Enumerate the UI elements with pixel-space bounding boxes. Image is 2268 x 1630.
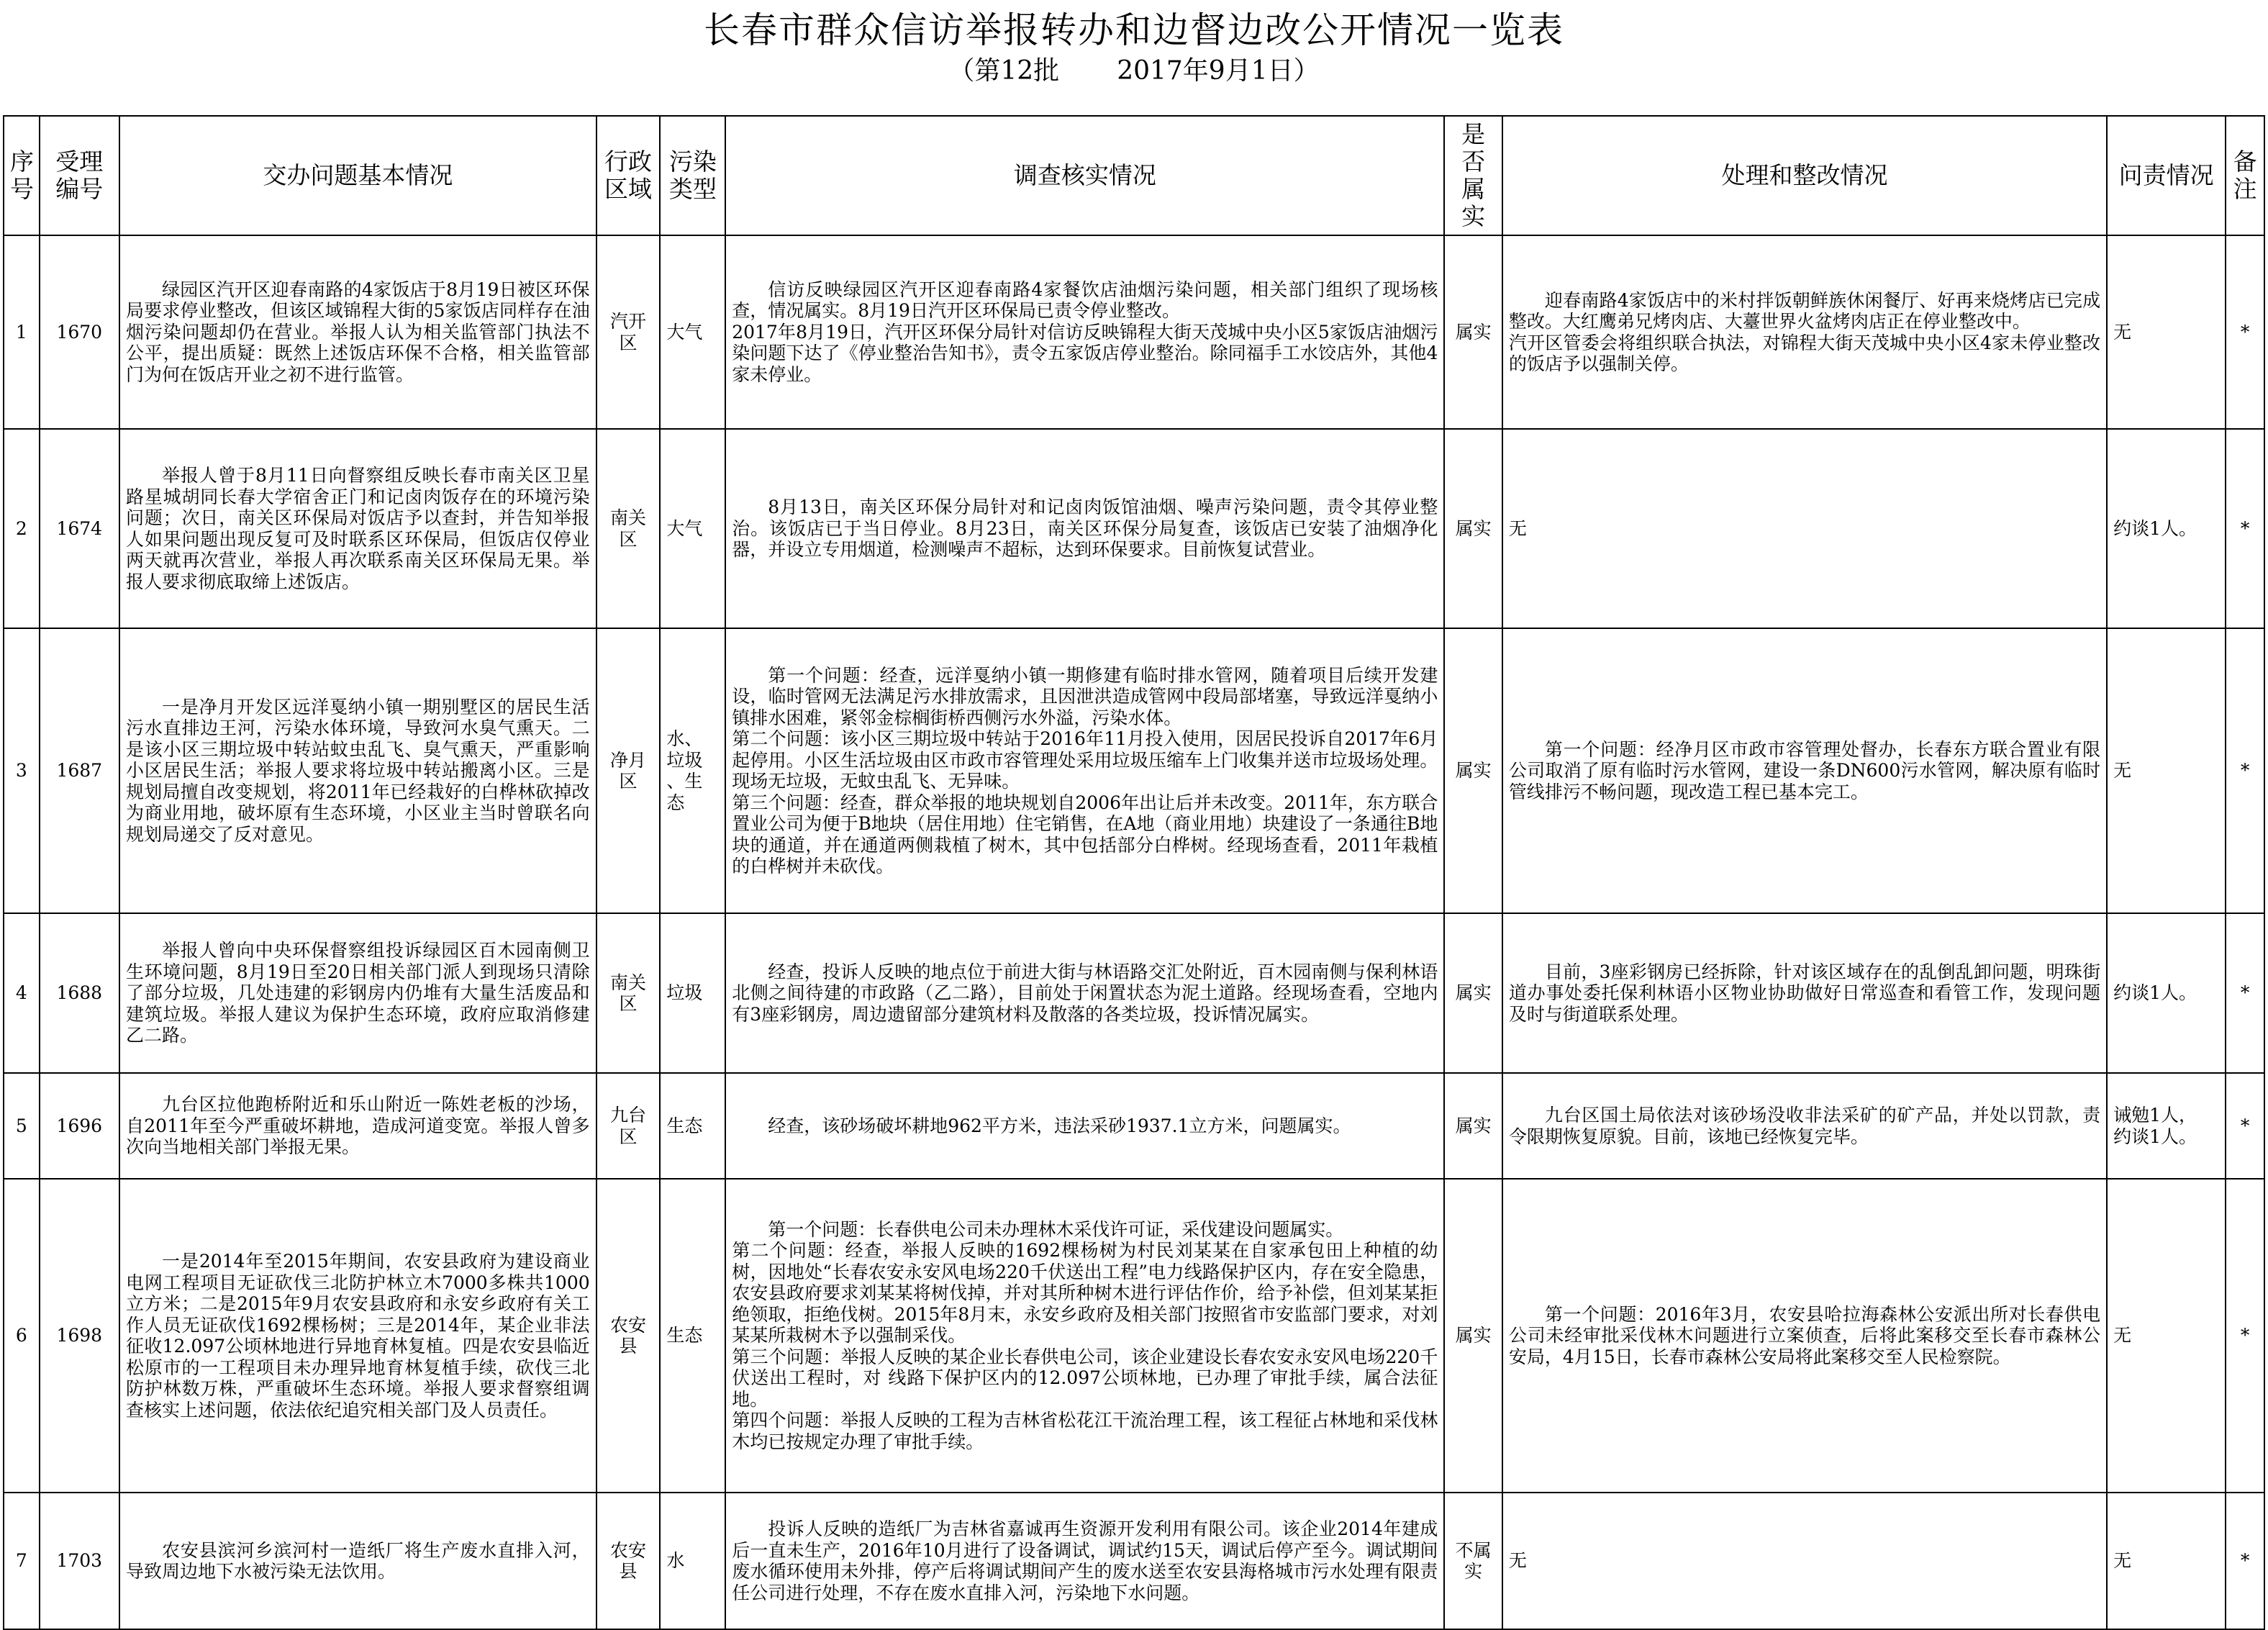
header-seq: 序号 <box>4 116 40 235</box>
header-investigation: 调查核实情况 <box>725 116 1444 235</box>
petition-table <box>3 115 2265 1630</box>
cell-investigation: 第一个问题：经查，远洋戛纳小镇一期修建有临时排水管网，随着项目后续开发建设，临时管网无法满足污水排放需求，且因泄洪造成管网中段局部堵塞，导致远洋戛纳小镇排水困难，紧邻金棕榈街桥西侧污水外溢，污染水体。 第二个问题：该小区三期垃圾中转站于2016年11月投入使用，因居民投诉自2017年6月起停用。小区生活垃圾由区市政市容管理处采用垃圾压缩车上门收集并送市垃圾场处理。现场无垃圾，无蚊虫乱飞、无异味。 第三个问题：经查，群众举报的地块规划自2006年出让后并未改变。2011年，东方联合置业公司为便于B地块（居住用地）住宅销售，在A地（商业用地）块建设了一条通往B地块的通道，并在通道两侧栽植了树木，其中包括部分白桦树。经现场查看，2011年栽植的白桦树并未砍伐。 <box>725 628 1444 913</box>
cell-issue: 举报人曾向中央环保督察组投诉绿园区百木园南侧卫生环境问题，8月19日至20日相关部门派人到现场只清除了部分垃圾，几处违建的彩钢房内仍堆有大量生活废品和建筑垃圾。举报人建议为保护生态环境，政府应取消修建乙二路。 <box>119 913 597 1073</box>
table-row <box>4 628 2264 913</box>
cell-verified: 属实 <box>1444 913 1502 1073</box>
header-accountability: 问责情况 <box>2107 116 2226 235</box>
cell-accept-no: 1674 <box>40 429 119 628</box>
cell-investigation: 第一个问题：长春供电公司未办理林木采伐许可证，采伐建设问题属实。 第二个问题：经查，举报人反映的1692棵杨树为村民刘某某在自家承包田上种植的幼树，因地处“长春农安永安风电场220千伏送出工程”电力线路保护区内，存在安全隐患，农安县政府要求刘某某将树伐掉，并对其所种树木进行评估作价，给予补偿，但刘某某拒绝领取，拒绝伐树。2015年8月末，永安乡政府及相关部门按照省市安监部门要求，对刘某某所栽树木予以强制采伐。 第三个问题：举报人反映的某企业长春供电公司，该企业建设长春农安永安风电场220千伏送出工程时，对 线路下保护区内的12.097公顷林地，已办理了审批手续，属合法征地。 第四个问题：举报人反映的工程为吉林省松花江干流治理工程，该工程征占林地和采伐林木均已按规定办理了审批手续。 <box>725 1179 1444 1493</box>
document-title: 长春市群众信访举报转办和边督边改公开情况一览表 <box>704 9 1564 51</box>
cell-remark: * <box>2226 1179 2264 1493</box>
cell-accountability: 约谈1人。 <box>2107 429 2226 628</box>
cell-accountability: 无 <box>2107 628 2226 913</box>
cell-seq: 4 <box>4 913 40 1073</box>
header-handling: 处理和整改情况 <box>1502 116 2107 235</box>
header-issue: 交办问题基本情况 <box>119 116 597 235</box>
table-row <box>4 1179 2264 1493</box>
table-row <box>4 235 2264 429</box>
cell-pollution-type: 大气 <box>660 235 725 429</box>
cell-pollution-type: 垃圾 <box>660 913 725 1073</box>
cell-handling: 无 <box>1502 1493 2107 1629</box>
header-remark: 备注 <box>2226 116 2264 235</box>
cell-accept-no: 1703 <box>40 1493 119 1629</box>
cell-seq: 7 <box>4 1493 40 1629</box>
cell-seq: 1 <box>4 235 40 429</box>
cell-pollution-type: 大气 <box>660 429 725 628</box>
cell-region: 汽开区 <box>597 235 661 429</box>
cell-issue: 农安县滨河乡滨河村一造纸厂将生产废水直排入河，导致周边地下水被污染无法饮用。 <box>119 1493 597 1629</box>
cell-region: 南关区 <box>597 429 661 628</box>
header-region: 行政区域 <box>597 116 661 235</box>
header-verified: 是否属实 <box>1444 116 1502 235</box>
cell-remark: * <box>2226 628 2264 913</box>
cell-handling: 目前，3座彩钢房已经拆除，针对该区域存在的乱倒乱卸问题，明珠街道办事处委托保利林语小区物业协助做好日常巡查和看管工作，发现问题及时与街道联系处理。 <box>1502 913 2107 1073</box>
cell-pollution-type: 水 <box>660 1493 725 1629</box>
cell-remark: * <box>2226 1493 2264 1629</box>
cell-investigation: 经查，该砂场破坏耕地962平方米，违法采砂1937.1立方米，问题属实。 <box>725 1073 1444 1179</box>
table-row <box>4 1073 2264 1179</box>
cell-remark: * <box>2226 913 2264 1073</box>
cell-region: 九台区 <box>597 1073 661 1179</box>
cell-handling: 第一个问题：2016年3月，农安县哈拉海森林公安派出所对长春供电公司未经审批采伐林木问题进行立案侦查，后将此案移交至长春市森林公安局，4月15日，长春市森林公安局将此案移交至人民检察院。 <box>1502 1179 2107 1493</box>
cell-remark: * <box>2226 235 2264 429</box>
subtitle-batch: （第12批 <box>948 56 1060 86</box>
cell-verified: 不属 实 <box>1444 1493 1502 1629</box>
cell-pollution-type: 生态 <box>660 1073 725 1179</box>
cell-handling: 无 <box>1502 429 2107 628</box>
cell-accept-no: 1698 <box>40 1179 119 1493</box>
cell-accept-no: 1688 <box>40 913 119 1073</box>
cell-accept-no: 1687 <box>40 628 119 913</box>
cell-accept-no: 1696 <box>40 1073 119 1179</box>
cell-region: 农安县 <box>597 1493 661 1629</box>
table-row <box>4 429 2264 628</box>
cell-issue: 绿园区汽开区迎春南路的4家饭店于8月19日被区环保局要求停业整改，但该区域锦程大街的5家饭店同样存在油烟污染问题却仍在营业。举报人认为相关监管部门执法不公平，提出质疑：既然上述饭店环保不合格，相关监管部门为何在饭店开业之初不进行监管。 <box>119 235 597 429</box>
cell-accountability: 约谈1人。 <box>2107 913 2226 1073</box>
document-subtitle <box>0 53 2268 89</box>
cell-remark: * <box>2226 1073 2264 1179</box>
header-accept-no: 受理编号 <box>40 116 119 235</box>
header-pollution-type: 污染类型 <box>660 116 725 235</box>
cell-pollution-type: 生态 <box>660 1179 725 1493</box>
cell-accept-no: 1670 <box>40 235 119 429</box>
cell-accountability: 无 <box>2107 235 2226 429</box>
cell-investigation: 投诉人反映的造纸厂为吉林省嘉诚再生资源开发利用有限公司。该企业2014年建成后一直未生产，2016年10月进行了设备调试，调试约15天，调试后停产至今。调试期间废水循环使用未外排，停产后将调试期间产生的废水送至农安县海格城市污水处理有限责任公司进行处理，不存在废水直排入河，污染地下水问题。 <box>725 1493 1444 1629</box>
cell-verified: 属实 <box>1444 235 1502 429</box>
cell-remark: * <box>2226 429 2264 628</box>
cell-issue: 一是2014年至2015年期间，农安县政府为建设商业电网工程项目无证砍伐三北防护林立木7000多株共1000立方米；二是2015年9月农安县政府和永安乡政府有关工作人员无证砍伐1692棵杨树；三是2014年，某企业非法征收12.097公顷林地进行异地育林复植。四是农安县临近松原市的一工程项目未办理异地育林复植手续，砍伐三北防护林数万株，严重破坏生态环境。举报人要求督察组调查核实上述问题，依法依纪追究相关部门及人员责任。 <box>119 1179 597 1493</box>
cell-verified: 属实 <box>1444 628 1502 913</box>
cell-region: 净月区 <box>597 628 661 913</box>
cell-accountability: 无 <box>2107 1179 2226 1493</box>
cell-verified: 属实 <box>1444 1179 1502 1493</box>
cell-seq: 2 <box>4 429 40 628</box>
cell-investigation: 信访反映绿园区汽开区迎春南路4家餐饮店油烟污染问题，相关部门组织了现场核查，情况属实。8月19日汽开区环保局已责令停业整改。 2017年8月19日，汽开区环保分局针对信访反映锦程大街天茂城中央小区5家饭店油烟污染问题下达了《停业整治告知书》，责令五家饭店停业整治。除同福手工水饺店外，其他4家未停业。 <box>725 235 1444 429</box>
cell-accountability: 无 <box>2107 1493 2226 1629</box>
cell-verified: 属实 <box>1444 429 1502 628</box>
cell-pollution-type: 水、 垃圾 、生 态 <box>660 628 725 913</box>
cell-seq: 6 <box>4 1179 40 1493</box>
cell-verified: 属实 <box>1444 1073 1502 1179</box>
table-header-row <box>4 116 2264 235</box>
table-row <box>4 1493 2264 1629</box>
cell-issue: 举报人曾于8月11日向督察组反映长春市南关区卫星路星城胡同长春大学宿舍正门和记卤肉饭存在的环境污染问题；次日，南关区环保局对饭店予以查封，并告知举报人如果问题出现反复可及时联系区环保局，但饭店仅停业两天就再次营业，举报人再次联系南关区环保局无果。举报人要求彻底取缔上述饭店。 <box>119 429 597 628</box>
cell-seq: 5 <box>4 1073 40 1179</box>
cell-accountability: 诫勉1人， 约谈1人。 <box>2107 1073 2226 1179</box>
table-row <box>4 913 2264 1073</box>
cell-region: 农安县 <box>597 1179 661 1493</box>
cell-issue: 九台区拉他跑桥附近和乐山附近一陈姓老板的沙场，自2011年至今严重破坏耕地，造成河道变宽。举报人曾多次向当地相关部门举报无果。 <box>119 1073 597 1179</box>
subtitle-date: 2017年9月1日） <box>1117 56 1320 86</box>
cell-region: 南关区 <box>597 913 661 1073</box>
cell-investigation: 8月13日，南关区环保分局针对和记卤肉饭馆油烟、噪声污染问题，责令其停业整治。该饭店已于当日停业。8月23日，南关区环保分局复查，该饭店已安装了油烟净化器，并设立专用烟道，检测噪声不超标，达到环保要求。目前恢复试营业。 <box>725 429 1444 628</box>
cell-investigation: 经查，投诉人反映的地点位于前进大街与林语路交汇处附近，百木园南侧与保利林语北侧之间待建的市政路（乙二路），目前处于闲置状态为泥土道路。经现场查看，空地内有3座彩钢房，周边遗留部分建筑材料及散落的各类垃圾，投诉情况属实。 <box>725 913 1444 1073</box>
cell-issue: 一是净月开发区远洋戛纳小镇一期别墅区的居民生活污水直排边王河，污染水体环境，导致河水臭气熏天。二是该小区三期垃圾中转站蚊虫乱飞、臭气熏天，严重影响小区居民生活；举报人要求将垃圾中转站搬离小区。三是规划局擅自改变规划，将2011年已经栽好的白桦林砍掉改为商业用地，破坏原有生态环境，小区业主当时曾联名向规划局递交了反对意见。 <box>119 628 597 913</box>
cell-handling: 九台区国土局依法对该砂场没收非法采矿的矿产品，并处以罚款，责令限期恢复原貌。目前，该地已经恢复完毕。 <box>1502 1073 2107 1179</box>
cell-seq: 3 <box>4 628 40 913</box>
cell-handling: 第一个问题：经净月区市政市容管理处督办，长春东方联合置业有限公司取消了原有临时污水管网，建设一条DN600污水管网，解决原有临时管线排污不畅问题，现改造工程已基本完工。 <box>1502 628 2107 913</box>
cell-handling: 迎春南路4家饭店中的米村拌饭朝鲜族休闲餐厅、好再来烧烤店已完成整改。大红鹰弟兄烤肉店、大薹世界火盆烤肉店正在停业整改中。 汽开区管委会将组织联合执法，对锦程大街天茂城中央小区4家未停业整改的饭店予以强制关停。 <box>1502 235 2107 429</box>
